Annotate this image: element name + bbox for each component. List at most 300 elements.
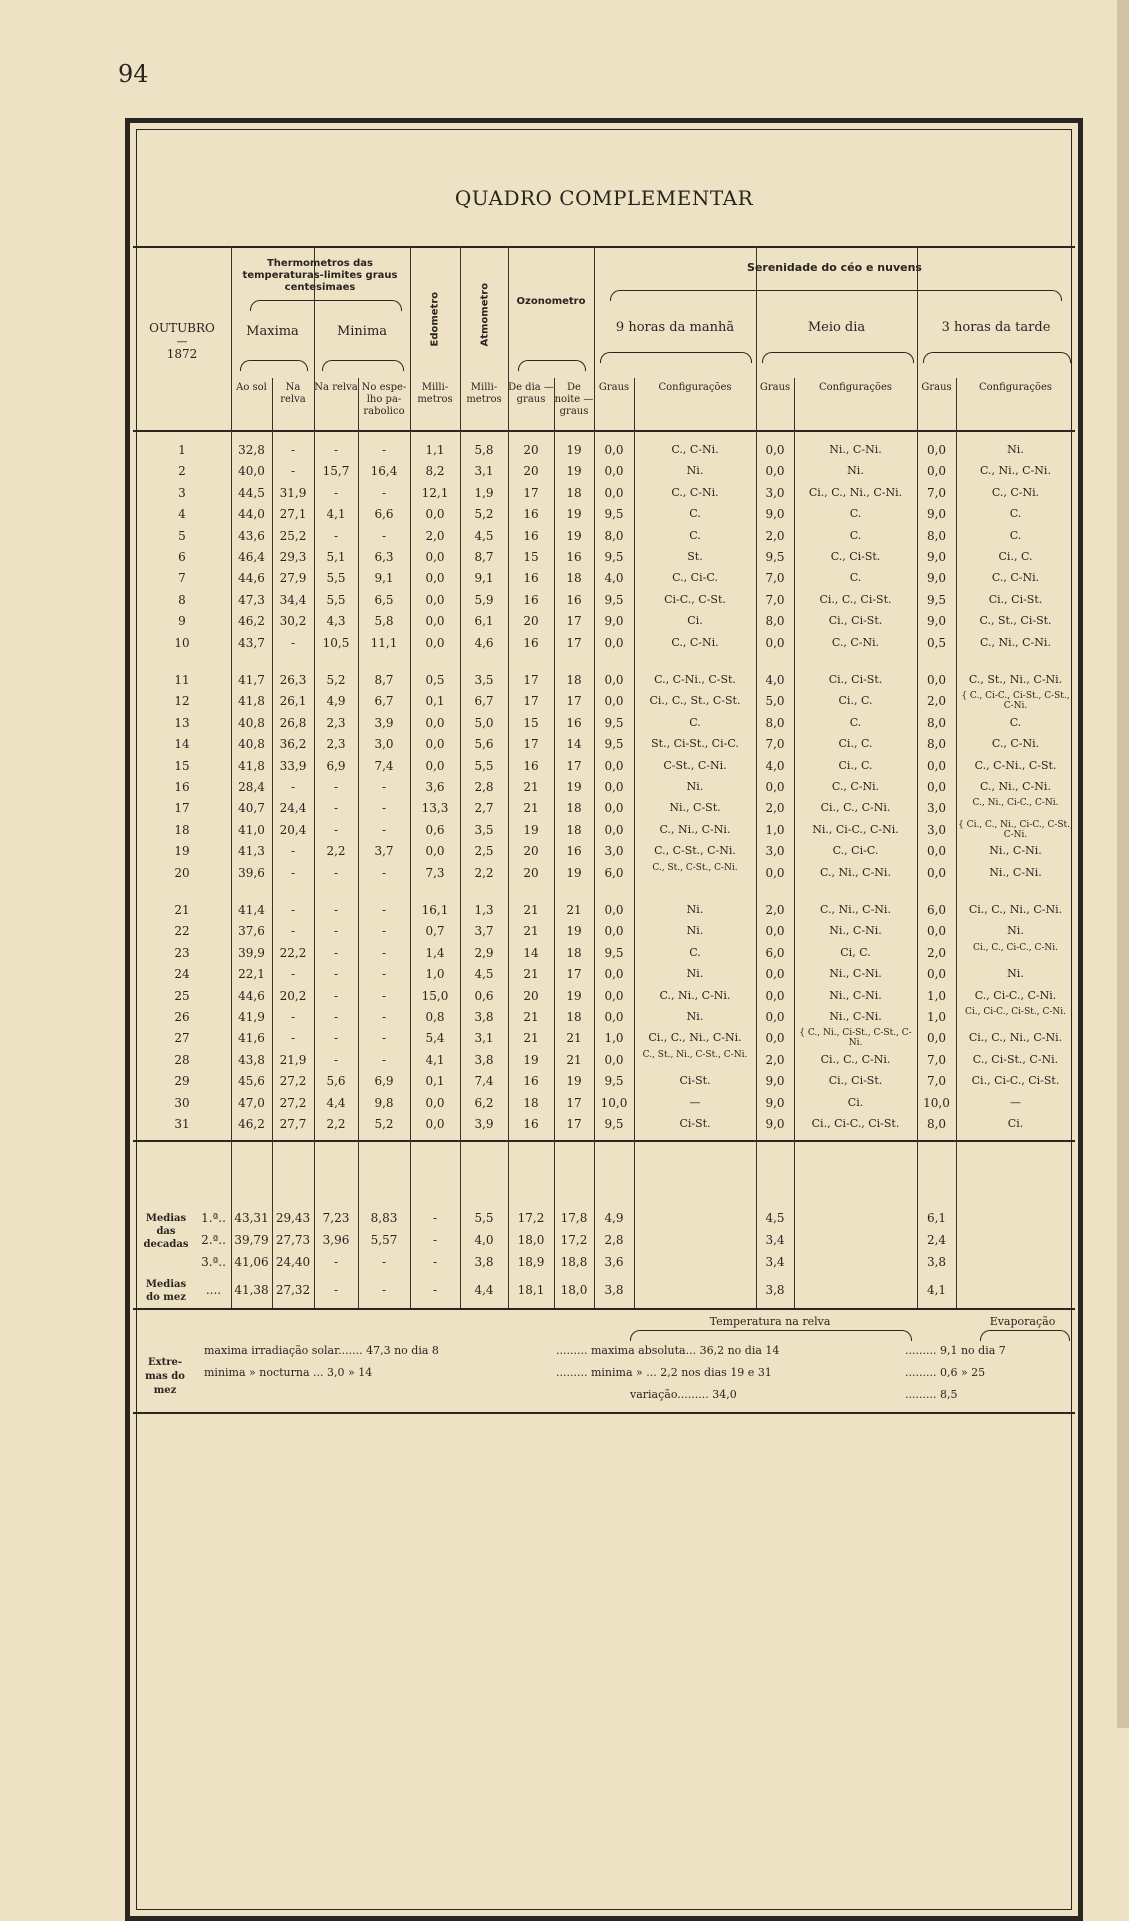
media-cell: 18,0	[517, 1233, 545, 1247]
value-cell: 0,0	[765, 464, 785, 479]
value-cell: 3,7	[374, 844, 394, 859]
configuration-cell: Ni., C-Ni.	[829, 443, 882, 456]
value-cell: 0,0	[926, 780, 947, 794]
value-cell: 6,0	[765, 945, 785, 960]
media-cell: 41,38	[234, 1283, 269, 1297]
day-cell: 26	[174, 1010, 190, 1024]
temp-relva-brace	[630, 1330, 912, 1341]
value-cell: 9,0	[765, 1095, 785, 1110]
day-cell: 20	[174, 865, 190, 880]
value-cell: 0,0	[604, 822, 624, 837]
value-cell: 24,4	[279, 801, 307, 816]
configuration-cell: C., Ni., C-Ni.	[980, 635, 1051, 649]
value-cell: 21	[566, 903, 582, 917]
value-cell: 2,3	[326, 715, 346, 730]
value-cell: 0,0	[604, 485, 624, 500]
value-cell: -	[290, 443, 296, 457]
value-cell: -	[333, 945, 339, 960]
value-cell: 16	[523, 592, 539, 607]
value-cell: 36,2	[279, 737, 307, 752]
configuration-cell: Ni., C-Ni.	[989, 865, 1042, 879]
value-cell: 2,0	[765, 801, 785, 816]
value-cell: 9,0	[604, 614, 624, 629]
configuration-cell: C.	[689, 528, 701, 542]
value-cell: 19	[523, 1052, 539, 1067]
value-cell: 3,0	[604, 844, 624, 859]
value-cell: 20,4	[279, 822, 307, 837]
value-cell: 6,3	[374, 550, 394, 564]
value-cell: 19	[566, 464, 582, 479]
header-bottom-rule	[133, 430, 1075, 432]
value-cell: 18	[566, 571, 582, 586]
value-cell: -	[381, 865, 387, 880]
configuration-cell: C.	[849, 528, 862, 542]
value-cell: 5,0	[474, 715, 494, 730]
value-cell: -	[381, 924, 387, 939]
value-cell: 20	[523, 988, 539, 1003]
value-cell: 9,1	[474, 571, 494, 586]
value-cell: 19	[523, 822, 539, 837]
value-cell: 41,9	[238, 1010, 265, 1024]
configuration-cell: Ci., Ci-St.	[828, 614, 883, 628]
media-cell: 7,23	[322, 1211, 350, 1225]
value-cell: 6,6	[374, 507, 394, 522]
value-cell: 27,2	[279, 1074, 307, 1089]
temp-relva-title: Temperatura na relva	[709, 1315, 831, 1328]
value-cell: 0,0	[765, 988, 785, 1003]
media-cell: -	[432, 1233, 438, 1247]
value-cell: 0,0	[604, 673, 624, 687]
value-cell: -	[290, 1010, 296, 1024]
value-cell: 0,0	[926, 464, 947, 479]
value-cell: 3,5	[474, 673, 494, 687]
media-cell: 41,06	[234, 1255, 269, 1269]
value-cell: 3,8	[474, 1052, 494, 1067]
configuration-cell: C., C-Ni.	[991, 571, 1040, 585]
value-cell: 22,1	[238, 967, 265, 982]
value-cell: 21	[523, 1010, 539, 1024]
value-cell: -	[290, 780, 296, 794]
value-cell: 9,5	[765, 550, 785, 564]
medias-bottom-rule	[133, 1308, 1075, 1310]
value-cell: 43,7	[238, 635, 265, 650]
evaporacao-title: Evaporação	[989, 1315, 1056, 1328]
value-cell: 0,0	[425, 715, 445, 730]
value-cell: -	[333, 903, 339, 917]
value-cell: 6,2	[474, 1095, 494, 1110]
value-cell: 7,0	[765, 571, 785, 586]
value-cell: 0,0	[765, 924, 785, 939]
day-cell: 23	[174, 945, 190, 960]
configuration-cell: Ci-St.	[679, 1117, 711, 1130]
value-cell: 0,0	[926, 865, 947, 880]
media-cell: -	[381, 1283, 387, 1297]
configuration-cell: { C., Ci-C., Ci-St., C-St., C-Ni.	[961, 691, 1070, 712]
media-cell: -	[432, 1211, 438, 1225]
day-cell: 17	[174, 801, 190, 816]
value-cell: 1,3	[474, 903, 494, 917]
value-cell: 2,2	[326, 1117, 346, 1131]
configuration-cell: C., Ni., Ci-C., C-Ni.	[972, 798, 1059, 809]
value-cell: 0,0	[926, 844, 947, 859]
configuration-cell: Ci., C., C-Ni.	[820, 1052, 891, 1066]
value-cell: 9,5	[604, 737, 624, 752]
value-cell: 21	[523, 780, 539, 794]
configuration-cell: Ci.	[847, 1095, 864, 1109]
day-cell: 24	[174, 967, 190, 982]
value-cell: 17	[566, 967, 582, 982]
value-cell: 5,8	[474, 443, 494, 457]
configuration-cell: C-St., C-Ni.	[663, 758, 727, 772]
page-title: QUADRO COMPLEMENTAR	[454, 186, 754, 210]
configuration-cell: Ci., C., Ni., C-Ni.	[968, 903, 1063, 916]
value-cell: 9,1	[374, 571, 394, 586]
extreme-line3-mid: variação......... 34,0	[630, 1388, 737, 1401]
configuration-cell: Ci., C.	[998, 550, 1033, 563]
configuration-cell: Ci.	[687, 614, 703, 628]
configuration-cell: C., Ci-St., C-Ni.	[972, 1052, 1059, 1066]
media-cell: 17,2	[517, 1211, 545, 1225]
day-cell: 22	[174, 924, 190, 939]
value-cell: 9,0	[765, 1074, 785, 1089]
configuration-cell: Ci., Ci-C., Ci-St.	[971, 1074, 1060, 1088]
value-cell: 4,1	[326, 507, 346, 522]
configuration-cell: C., Ni., C-Ni.	[659, 988, 731, 1002]
value-cell: 7,0	[926, 1052, 947, 1067]
configuration-cell: C.	[849, 715, 862, 729]
decada-label: 2.ª..	[201, 1233, 226, 1247]
media-cell: 5,57	[370, 1233, 398, 1247]
value-cell: -	[290, 967, 296, 982]
value-cell: 20	[523, 865, 539, 880]
value-cell: 0,0	[604, 924, 624, 939]
value-cell: 19	[566, 924, 582, 939]
value-cell: 4,0	[765, 673, 785, 687]
value-cell: 1,0	[604, 1031, 624, 1046]
value-cell: 33,9	[279, 758, 307, 773]
value-cell: 5,5	[474, 758, 494, 773]
value-cell: 44,6	[238, 571, 265, 586]
value-cell: 0,0	[765, 1010, 785, 1024]
media-cell: 2,4	[926, 1233, 947, 1247]
column-subheader: Configurações	[818, 382, 893, 393]
extremes-label: Extre-mas do mez	[145, 1357, 185, 1396]
configuration-cell: C., Ci-C., C-Ni.	[974, 988, 1057, 1002]
value-cell: 2,0	[926, 945, 947, 960]
value-cell: 19	[566, 443, 582, 457]
nine-hours-header: 9 horas da manhã	[615, 320, 735, 335]
value-cell: 0,0	[604, 758, 624, 773]
value-cell: 0,0	[425, 844, 445, 859]
value-cell: 2,5	[474, 844, 494, 859]
value-cell: 0,6	[425, 822, 445, 837]
value-cell: 15,7	[322, 464, 350, 479]
configuration-cell: C., St., Ci-St.	[979, 614, 1052, 628]
value-cell: 3,1	[474, 464, 494, 479]
configuration-cell: C.	[1009, 507, 1022, 521]
value-cell: 17	[523, 673, 539, 687]
value-cell: 21	[523, 801, 539, 816]
value-cell: -	[381, 1052, 387, 1067]
value-cell: 7,4	[374, 758, 394, 773]
value-cell: 16	[523, 635, 539, 650]
value-cell: 3,1	[474, 1031, 494, 1046]
media-cell: 29,43	[275, 1211, 311, 1225]
configuration-cell: Ni.	[686, 924, 704, 938]
value-cell: 3,0	[926, 822, 947, 837]
value-cell: -	[381, 1031, 387, 1046]
value-cell: 1,0	[926, 988, 947, 1003]
value-cell: -	[381, 945, 387, 960]
value-cell: 0,0	[425, 1095, 445, 1110]
value-cell: 1,1	[425, 443, 445, 457]
configuration-cell: Ni.	[1007, 924, 1024, 938]
value-cell: 40,8	[238, 715, 265, 730]
column-subheader: Na relva	[314, 382, 358, 393]
value-cell: 20	[523, 464, 539, 479]
value-cell: 14	[523, 945, 539, 960]
value-cell: 17	[566, 1117, 582, 1131]
value-cell: 16,1	[421, 903, 449, 917]
value-cell: 0,0	[926, 1031, 947, 1046]
value-cell: 15	[523, 550, 539, 564]
configuration-cell: St.	[687, 550, 703, 563]
value-cell: 16	[523, 528, 539, 543]
value-cell: 28,4	[238, 780, 265, 794]
value-cell: 17	[566, 1095, 582, 1110]
value-cell: 47,3	[238, 592, 265, 607]
extreme-line2-left: minima » nocturna ... 3,0 » 14	[204, 1366, 373, 1379]
day-cell: 7	[178, 571, 186, 586]
configuration-cell: C., C-Ni.	[671, 485, 719, 499]
value-cell: -	[333, 1031, 339, 1046]
configuration-cell: C., C-Ni.	[991, 737, 1040, 751]
value-cell: 19	[566, 988, 582, 1003]
value-cell: -	[381, 967, 387, 982]
value-cell: 0,0	[765, 1031, 785, 1046]
medias-decadas-label: Medias das decadas	[143, 1213, 189, 1250]
media-cell: 2,8	[604, 1233, 624, 1247]
value-cell: 5,0	[765, 694, 785, 709]
value-cell: 40,8	[238, 737, 265, 752]
value-cell: 9,5	[604, 1117, 624, 1131]
midday-brace	[762, 352, 914, 363]
configuration-cell: Ci., Ci-C., Ci-St.	[811, 1117, 900, 1130]
value-cell: 2,0	[765, 1052, 785, 1067]
medias-mez-label: Medias do mez	[145, 1279, 187, 1303]
value-cell: -	[381, 988, 387, 1003]
value-cell: 17	[566, 635, 582, 650]
value-cell: 6,9	[326, 758, 346, 773]
value-cell: 0,0	[604, 988, 624, 1003]
value-cell: 0,0	[926, 967, 947, 982]
media-cell: 4,4	[474, 1283, 494, 1297]
value-cell: 0,0	[765, 780, 785, 794]
value-cell: 44,0	[238, 507, 265, 522]
value-cell: 17	[566, 758, 582, 773]
value-cell: 27,2	[279, 1095, 307, 1110]
media-cell: 17,8	[560, 1211, 588, 1225]
media-cell: 18,9	[517, 1255, 545, 1269]
configuration-cell: Ci., Ci-C., Ci-St., C-Ni.	[964, 1007, 1066, 1017]
value-cell: 3,6	[425, 780, 445, 794]
value-cell: 44,5	[238, 485, 265, 500]
value-cell: 6,7	[474, 694, 494, 709]
configuration-cell: C., Ni., C-Ni.	[659, 822, 731, 836]
value-cell: 0,8	[425, 1010, 445, 1024]
day-cell: 4	[178, 507, 186, 522]
value-cell: 19	[566, 865, 582, 880]
value-cell: 18	[523, 1095, 539, 1110]
value-cell: 25,2	[279, 528, 307, 543]
value-cell: 2,8	[474, 780, 494, 794]
value-cell: 17	[566, 694, 582, 709]
configuration-cell: Ci, C.	[840, 945, 871, 959]
value-cell: -	[333, 988, 339, 1003]
configuration-cell: Ci., C., Ci-St.	[819, 592, 892, 606]
media-cell: -	[432, 1255, 438, 1269]
configuration-cell: C., C-Ni.	[671, 443, 719, 456]
value-cell: 0,0	[926, 443, 947, 457]
configuration-cell: C.	[689, 715, 701, 729]
value-cell: 3,7	[474, 924, 494, 939]
value-cell: 4,6	[474, 635, 494, 650]
value-cell: -	[290, 844, 296, 859]
value-cell: 0,1	[425, 694, 445, 709]
value-cell: -	[381, 485, 387, 500]
value-cell: 4,5	[474, 528, 494, 543]
value-cell: 0,0	[765, 443, 785, 457]
value-cell: 2,0	[765, 903, 785, 917]
value-cell: 5,2	[474, 507, 494, 522]
value-cell: 19	[566, 780, 582, 794]
extreme-line2-right: ......... 0,6 » 25	[905, 1366, 986, 1379]
value-cell: 16	[523, 571, 539, 586]
value-cell: -	[290, 464, 296, 479]
value-cell: -	[333, 924, 339, 939]
value-cell: 4,5	[474, 967, 494, 982]
media-cell: 27,73	[275, 1233, 311, 1247]
value-cell: 5,8	[374, 614, 394, 629]
value-cell: 0,0	[765, 967, 785, 982]
media-cell: 3,8	[604, 1283, 624, 1297]
day-cell: 8	[178, 592, 186, 607]
decada-label: ....	[205, 1283, 222, 1297]
value-cell: 21	[523, 903, 539, 917]
configuration-cell: C., Ni., C-Ni.	[820, 865, 891, 879]
value-cell: 5,6	[326, 1074, 346, 1089]
day-cell: 29	[174, 1074, 190, 1089]
value-cell: 16	[523, 1074, 539, 1089]
value-cell: 21	[523, 924, 539, 939]
media-cell: 4,5	[765, 1211, 785, 1225]
serenidade-brace	[610, 290, 1062, 301]
configuration-cell: C., C-Ni., C-St.	[654, 673, 736, 686]
configuration-cell: Ci., Ci-St.	[828, 673, 883, 686]
value-cell: 15	[523, 715, 539, 730]
value-cell: 20	[523, 844, 539, 859]
day-cell: 5	[178, 528, 186, 543]
value-cell: 29,3	[279, 550, 307, 564]
value-cell: 20	[523, 443, 539, 457]
value-cell: 0,0	[604, 801, 624, 816]
value-cell: 18	[566, 673, 582, 687]
configuration-cell: Ci., C., C-Ni.	[820, 801, 891, 815]
value-cell: 9,0	[926, 614, 947, 629]
column-subheader: No espe-lho pa-rabolico	[361, 382, 407, 417]
day-cell: 31	[174, 1117, 190, 1131]
three-hours-header: 3 horas da tarde	[941, 320, 1051, 335]
media-cell: 39,79	[234, 1233, 269, 1247]
day-cell: 14	[174, 737, 190, 752]
media-cell: 8,83	[370, 1211, 398, 1225]
value-cell: 9,0	[926, 507, 947, 522]
value-cell: 9,5	[926, 592, 947, 607]
value-cell: 41,8	[238, 758, 265, 773]
value-cell: -	[333, 1010, 339, 1024]
value-cell: 16	[566, 715, 582, 730]
value-cell: 21	[566, 1031, 582, 1046]
value-cell: 16,4	[370, 464, 398, 479]
value-cell: 6,1	[474, 614, 494, 629]
configuration-cell: Ci-C., C-St.	[664, 592, 726, 606]
value-cell: 3,0	[374, 737, 394, 752]
value-cell: 9,5	[604, 507, 624, 522]
value-cell: 37,6	[238, 924, 265, 939]
media-cell: -	[381, 1255, 387, 1269]
configuration-cell: Ni., C-Ni.	[829, 967, 882, 981]
configuration-cell: Ni.	[686, 903, 704, 916]
decada-label: 1.ª..	[201, 1211, 226, 1225]
value-cell: 9,5	[604, 1074, 624, 1089]
configuration-cell: C.	[689, 507, 701, 521]
value-cell: -	[333, 822, 339, 837]
configuration-cell: Ci., C., Ni., C-Ni.	[808, 485, 903, 499]
media-cell: 5,5	[474, 1211, 494, 1225]
configuration-cell: C., C-St., C-Ni.	[654, 844, 736, 858]
body-bottom-rule	[133, 1140, 1075, 1142]
value-cell: 8,0	[604, 528, 624, 543]
value-cell: -	[381, 822, 387, 837]
value-cell: 9,0	[765, 1117, 785, 1131]
edometro-header: Edometro	[429, 291, 441, 347]
value-cell: 41,3	[238, 844, 265, 859]
value-cell: 9,0	[765, 507, 785, 522]
value-cell: 43,8	[238, 1052, 265, 1067]
value-cell: 0,0	[604, 464, 624, 479]
day-cell: 15	[174, 758, 190, 773]
configuration-cell: C., Ni., C-Ni.	[820, 903, 891, 916]
extremes-bottom-rule	[133, 1412, 1075, 1414]
value-cell: 44,6	[238, 988, 265, 1003]
value-cell: 6,0	[604, 865, 624, 880]
day-cell: 28	[174, 1052, 190, 1067]
value-cell: 0,0	[425, 507, 445, 522]
value-cell: 2,0	[926, 694, 947, 709]
value-cell: 16	[523, 758, 539, 773]
value-cell: 41,8	[238, 694, 265, 709]
media-cell: 3,8	[765, 1283, 785, 1297]
value-cell: -	[290, 903, 296, 917]
value-cell: 0,0	[604, 1052, 624, 1067]
value-cell: 5,6	[474, 737, 494, 752]
value-cell: 7,0	[765, 737, 785, 752]
value-cell: 26,3	[279, 673, 307, 687]
value-cell: 2,0	[765, 528, 785, 543]
value-cell: 8,0	[926, 737, 947, 752]
value-cell: 0,5	[425, 673, 445, 687]
page-edge	[1117, 0, 1129, 1728]
